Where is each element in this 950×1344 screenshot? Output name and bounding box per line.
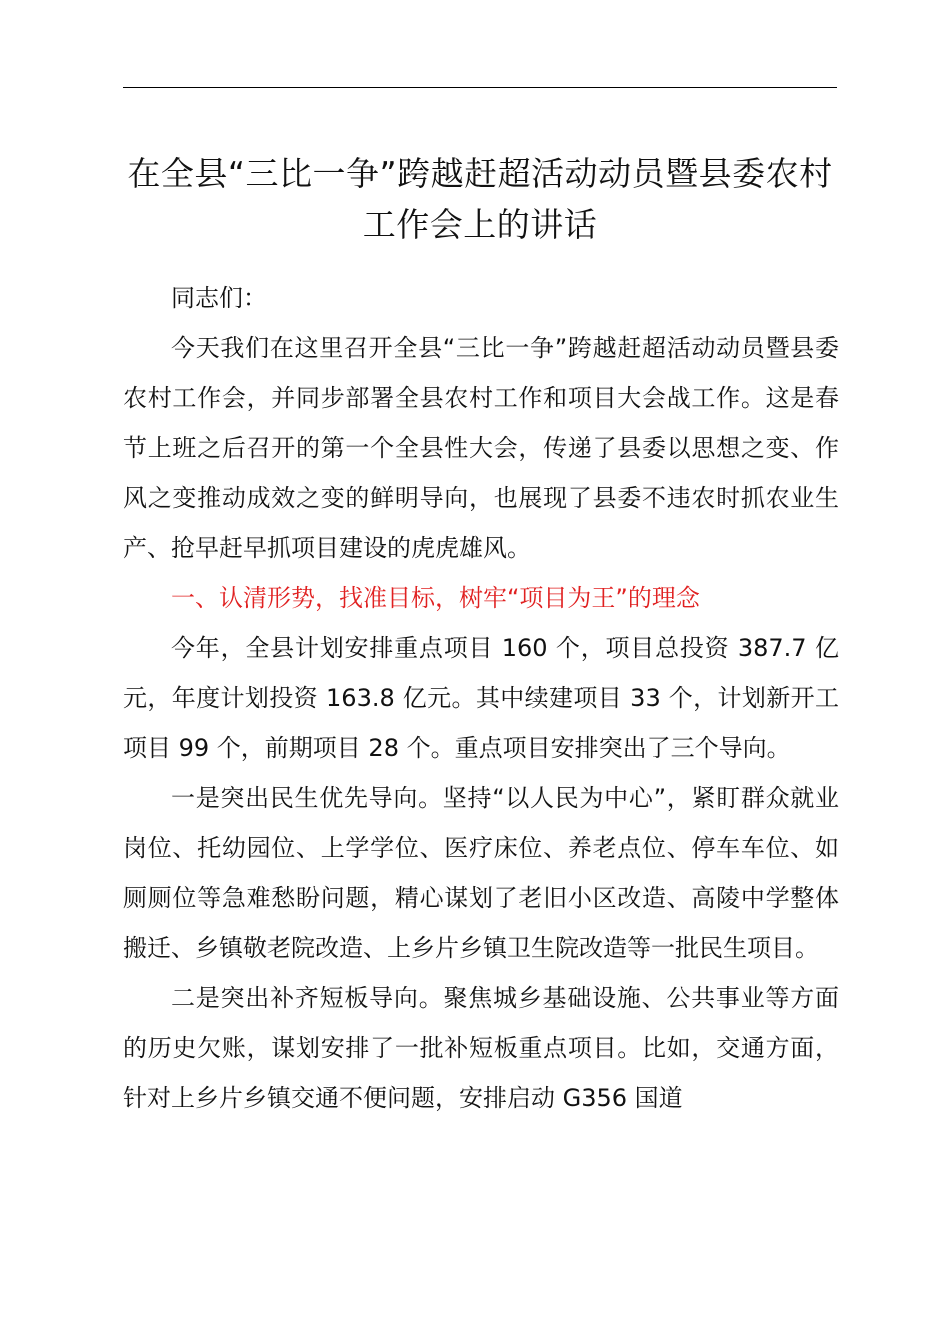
header-rule [123,87,837,88]
paragraph-shortboard: 二是突出补齐短板导向。聚焦城乡基础设施、公共事业等方面的历史欠账，谋划安排了一批补短板重点项目。比如，交通方面，针对上乡片乡镇交通不便问题，安排启动 G356 国道 [123,984,839,1112]
paragraph-livelihood: 一是突出民生优先导向。坚持“以人民为中心”，紧盯群众就业岗位、托幼园位、上学学位、医疗床位、养老点位、停车车位、如厕厕位等急难愁盼问题，精心谋划了老旧小区改造、高陵中学整体搬迁、乡镇敬老院改造、上乡片乡镇卫生院改造等一批民生项目。 [123,784,839,962]
document-title: 在全县“三比一争”跨越赶超活动动员暨县委农村工作会上的讲话 [127,154,833,244]
paragraph-intro: 今天我们在这里召开全县“三比一争”跨越赶超活动动员暨县委农村工作会，并同步部署全县农村工作和项目大会战工作。这是春节上班之后召开的第一个全县性大会，传递了县委以思想之变、作风之变推动成效之变的鲜明导向，也展现了县委不违农时抓农业生产、抢早赶早抓项目建设的虎虎雄风。 [123,334,839,562]
document-body [123,273,839,1123]
salutation: 同志们： [171,284,267,312]
paragraph-projects: 今年，全县计划安排重点项目 160 个，项目总投资 387.7 亿元，年度计划投资 163.8 亿元。其中续建项目 33 个，计划新开工项目 99 个，前期项目 28 个。重点项目安排突出了三个导向。 [123,634,839,762]
section-heading: 一、认清形势，找准目标，树牢“项目为王”的理念 [171,584,700,612]
